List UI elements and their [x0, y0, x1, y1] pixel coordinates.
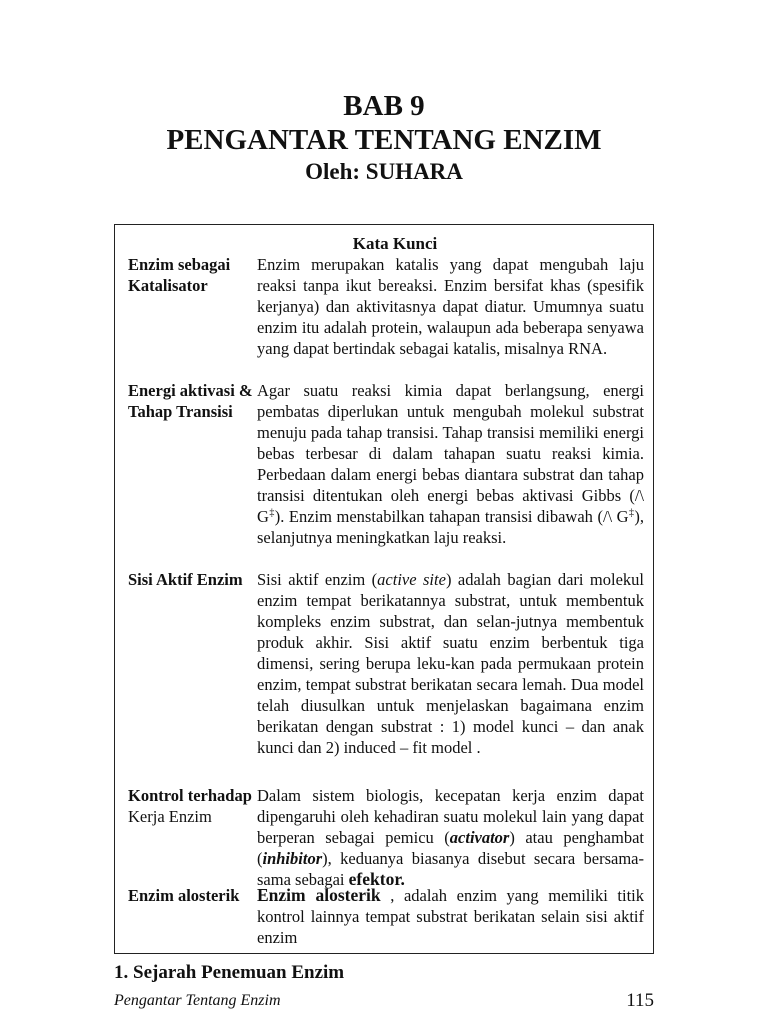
chapter-number: BAB 9 [343, 90, 425, 122]
running-title: Pengantar Tentang Enzim [114, 992, 281, 1009]
keyword-term-line: Enzim alosterik [128, 886, 240, 905]
keyword-term-line: Kontrol terhadap [128, 786, 252, 805]
chapter-title: PENGANTAR TENTANG ENZIM [166, 124, 602, 156]
double-dagger-symbol: ‡ [628, 507, 635, 519]
keyword-term-line: Tahap Transisi [128, 402, 233, 421]
keyword-definition [257, 380, 644, 548]
keyword-definition [257, 569, 644, 758]
definition-text: ) atau penghambat ( [257, 828, 644, 868]
keyword-definition [257, 885, 644, 948]
definition-bold-italic: inhibitor [262, 849, 323, 868]
definition-text: ), keduanya biasanya disebut secara bersama-sama sebagai [257, 849, 644, 889]
keyword-term [128, 885, 258, 906]
definition-text: Agar suatu reaksi kimia dapat berlangsung, energi pembatas diperlukan untuk mengubah molekul substrat menuju pada tahap transisi. Tahap transisi memiliki energi bebas terbesar di dalam tahapan suatu reaksi kimia. Perbedaan dalam energi bebas diantara substrat dan tahap transisi ditentukan oleh energi bebas aktivasi Gibbs (/\ G [257, 381, 644, 526]
definition-text: ). Enzim menstabilkan tahapan transisi dibawah (/\ G [274, 507, 629, 526]
definition-text: ), selanjutnya meningkatkan laju reaksi. [257, 507, 644, 547]
keyword-term [128, 785, 258, 827]
definition-text: ) adalah bagian dari molekul enzim tempat berikatannya substrat, untuk membentuk kompleks enzim substrat, dan selan-jutnya membentuk produk akhir. Sisi aktif suatu enzim berbentuk tiga dimensi, sering berupa leku-kan pada permukaan protein enzim, tempat substrat berikatan secara lemah. Dua model telah diusulkan untuk menjelaskan bagaimana enzim berikatan dengan substrat : 1) model kunci – dan anak kunci dan 2) induced – fit model . [257, 570, 644, 757]
definition-text: , adalah enzim yang memiliki titik kontrol lainnya tempat substrat berikatan selain sisi aktif enzim [257, 886, 644, 947]
keyword-term-line: Energi aktivasi & [128, 381, 253, 400]
double-dagger-symbol: ‡ [268, 507, 275, 519]
keyword-term-line: Enzim sebagai [128, 255, 231, 274]
page-number: 115 [626, 990, 654, 1011]
definition-text: Dalam sistem biologis, kecepatan kerja enzim dapat dipengaruhi oleh kehadiran suatu molekul lain yang dapat berperan sebagai pemicu ( [257, 786, 644, 847]
section-heading: 1. Sejarah Penemuan Enzim [114, 962, 345, 983]
keyword-term-line: Sisi Aktif Enzim [128, 570, 243, 589]
definition-text: Sisi aktif enzim ( [257, 570, 378, 589]
keywords-box-title: Kata Kunci [352, 234, 438, 253]
chapter-author: Oleh: SUHARA [305, 159, 463, 184]
keyword-term-line: Katalisator [128, 276, 208, 295]
keyword-definition [257, 785, 644, 890]
definition-bold-italic: activator [449, 828, 510, 847]
definition-bold: efektor. [348, 869, 405, 889]
definition-italic: active site [377, 570, 446, 589]
keyword-definition: Enzim merupakan katalis yang dapat mengubah laju reaksi tanpa ikut bereaksi. Enzim bersifat khas (spesifik kerjanya) dan aktivitasnya dapat diatur. Umumnya suatu enzim itu adalah protein, walaupun ada beberapa senyawa yang dapat bertindak sebagai katalis, misalnya RNA. [257, 255, 644, 358]
definition-bold: Enzim alosterik [257, 885, 381, 905]
keyword-term [128, 569, 258, 590]
keyword-term [128, 254, 258, 296]
keyword-term [128, 380, 258, 422]
keywords-box [114, 224, 654, 954]
keyword-term-line: Kerja Enzim [128, 807, 212, 826]
